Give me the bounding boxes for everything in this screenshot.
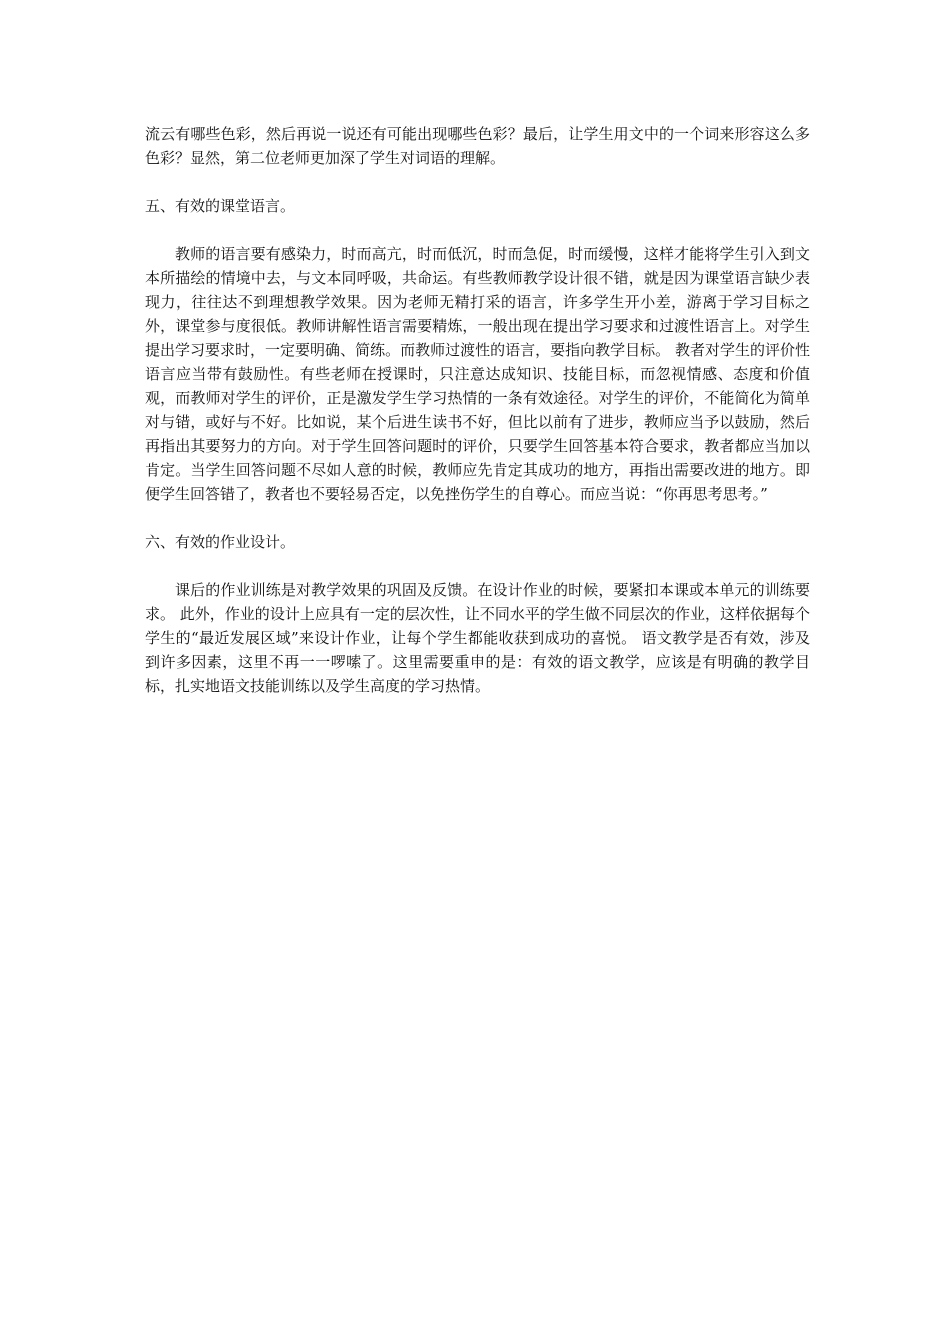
section-heading-6: 六、有效的作业设计。	[145, 533, 296, 551]
paragraph-homework-design: 课后的作业训练是对教学效果的巩固及反馈。在设计作业的时候，要紧扣本课或本单元的训练要求。 此外，作业的设计上应具有一定的层次性，让不同水平的学生做不同层次的作业，这样依据每个学生的“最近发展区域”来设计作业，让每个学生都能收获到成功的喜悦。 语文教学是否有效，涉及到许多因素，这里不再一一啰嗦了。这里需要重申的是：有效的语文教学，应该是有明确的教学目标，扎实地语文技能训练以及学生高度的学习热情。	[145, 581, 810, 695]
paragraph-gap	[145, 506, 810, 530]
paragraph-gap	[145, 170, 810, 194]
paragraph-gap	[145, 554, 810, 578]
section-heading-5: 五、有效的课堂语言。	[145, 197, 296, 215]
paragraph-continuation: 流云有哪些色彩，然后再说一说还有可能出现哪些色彩？最后，让学生用文中的一个词来形容这么多色彩？显然，第二位老师更加深了学生对词语的理解。	[145, 125, 810, 167]
paragraph-classroom-language: 教师的语言要有感染力，时而高亢，时而低沉，时而急促，时而缓慢，这样才能将学生引入到文本所描绘的情境中去，与文本同呼吸，共命运。有些教师教学设计很不错，就是因为课堂语言缺少表现力，往往达不到理想教学效果。因为老师无精打采的语言，许多学生开小差，游离于学习目标之外，课堂参与度很低。教师讲解性语言需要精炼，一般出现在提出学习要求和过渡性语言上。对学生提出学习要求时，一定要明确、简练。而教师过渡性的语言，要指向教学目标。 教者对学生的评价性语言应当带有鼓励性。有些老师在授课时，只注意达成知识、技能目标，而忽视情感、态度和价值观，而教师对学生的评价，正是激发学生学习热情的一条有效途径。对学生的评价，不能简化为简单对与错，或好与不好。比如说，某个后进生读书不好，但比以前有了进步，教师应当予以鼓励，然后再指出其要努力的方向。对于学生回答问题时的评价，只要学生回答基本符合要求，教者都应当加以肯定。当学生回答问题不尽如人意的时候，教师应先肯定其成功的地方，再指出需要改进的地方。即便学生回答错了，教者也不要轻易否定，以免挫伤学生的自尊心。而应当说：“你再思考思考。”	[145, 245, 810, 503]
document-body	[145, 122, 810, 698]
paragraph-gap	[145, 218, 810, 242]
